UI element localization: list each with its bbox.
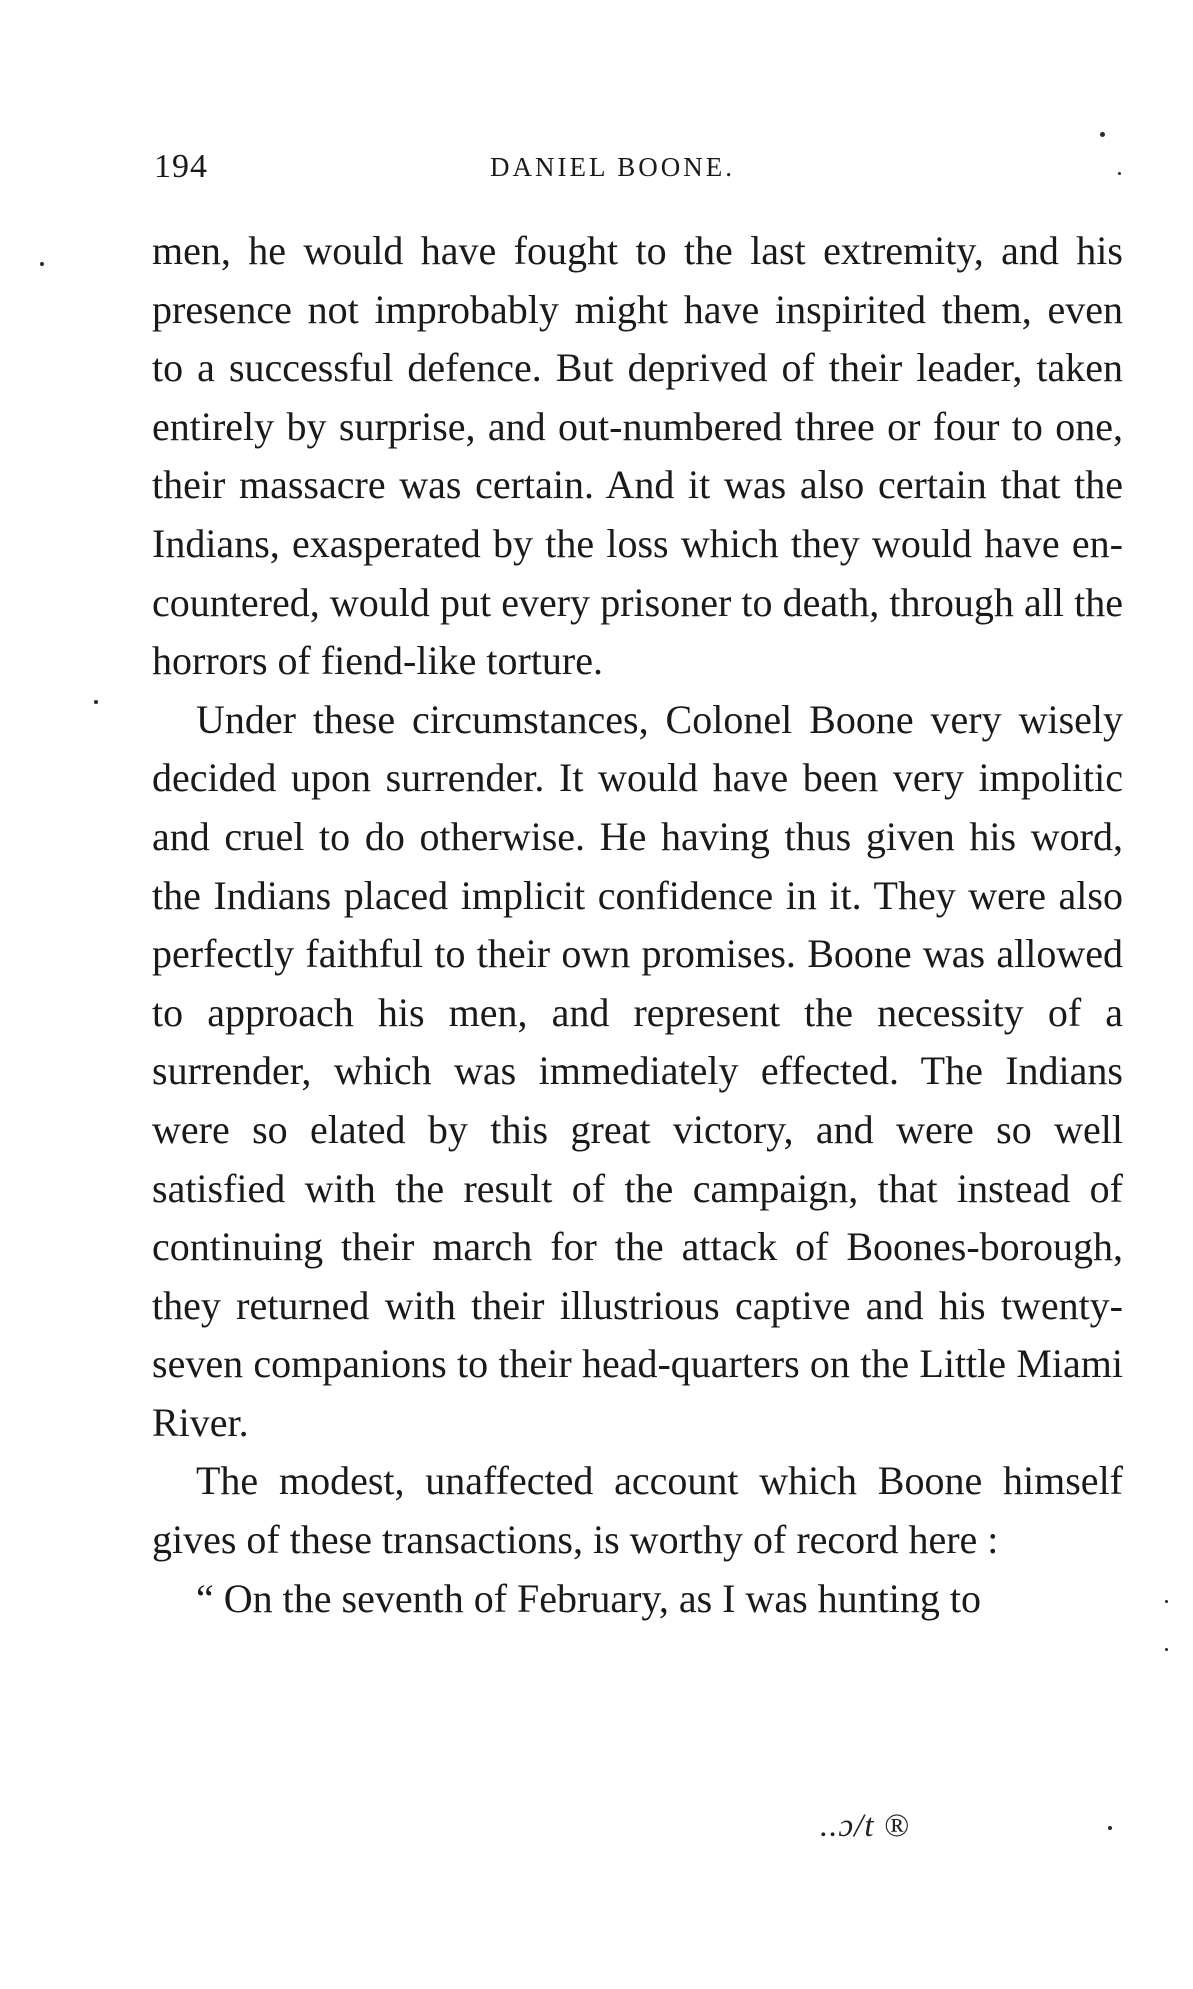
page-header <box>150 148 1125 198</box>
library-stamp: ..ɔ/t ® <box>820 1808 910 1844</box>
ink-speck <box>1100 132 1105 137</box>
ink-speck <box>1165 1648 1168 1651</box>
paragraph-account: The modest, unaffected account which Boone himself gives of these transactions, is worthy of record here : <box>152 1458 1123 1563</box>
paragraph-quotation: “ On the seventh of February, as I was hunting to <box>196 1575 981 1621</box>
text-body <box>152 222 1123 1628</box>
ink-speck <box>1108 1826 1112 1830</box>
running-head: DANIEL BOONE. <box>490 152 735 182</box>
paragraph-surrender: Under these circumstances, Colonel Boone very wisely decided upon surrender. It would have been very impolitic and cruel to do otherwise. He having thus given his word, the Indians placed implicit confidence in it. They were also perfectly faithful to their own promises. Boone was allowed to approach his men, and represent the necessity of a surrender, which was immediately effected. The Indians were so elated by this great victory, and were so well satisfied with the result of the campaign, that instead of continuing their march for the attack of Boones-borough, they returned with their illustrious captive and his twenty-seven companions to their head-quarters on the Little Miami River. <box>152 696 1123 1445</box>
ink-speck <box>40 262 44 266</box>
page-number: 194 <box>154 148 208 185</box>
ink-speck <box>1118 172 1121 175</box>
ink-speck <box>1165 1600 1168 1603</box>
paragraph-continuation: men, he would have fought to the last extremity, and his presence not improbably might have inspirited them, even to a successful defence. But deprived of their leader, taken entirely by surprise, and out-numbered three or four to one, their massacre was certain. And it was also certain that the Indians, exasperated by the loss which they would have en-countered, would put every prisoner to death, through all the horrors of fiend-like torture. <box>152 228 1123 684</box>
ink-speck <box>94 700 98 704</box>
